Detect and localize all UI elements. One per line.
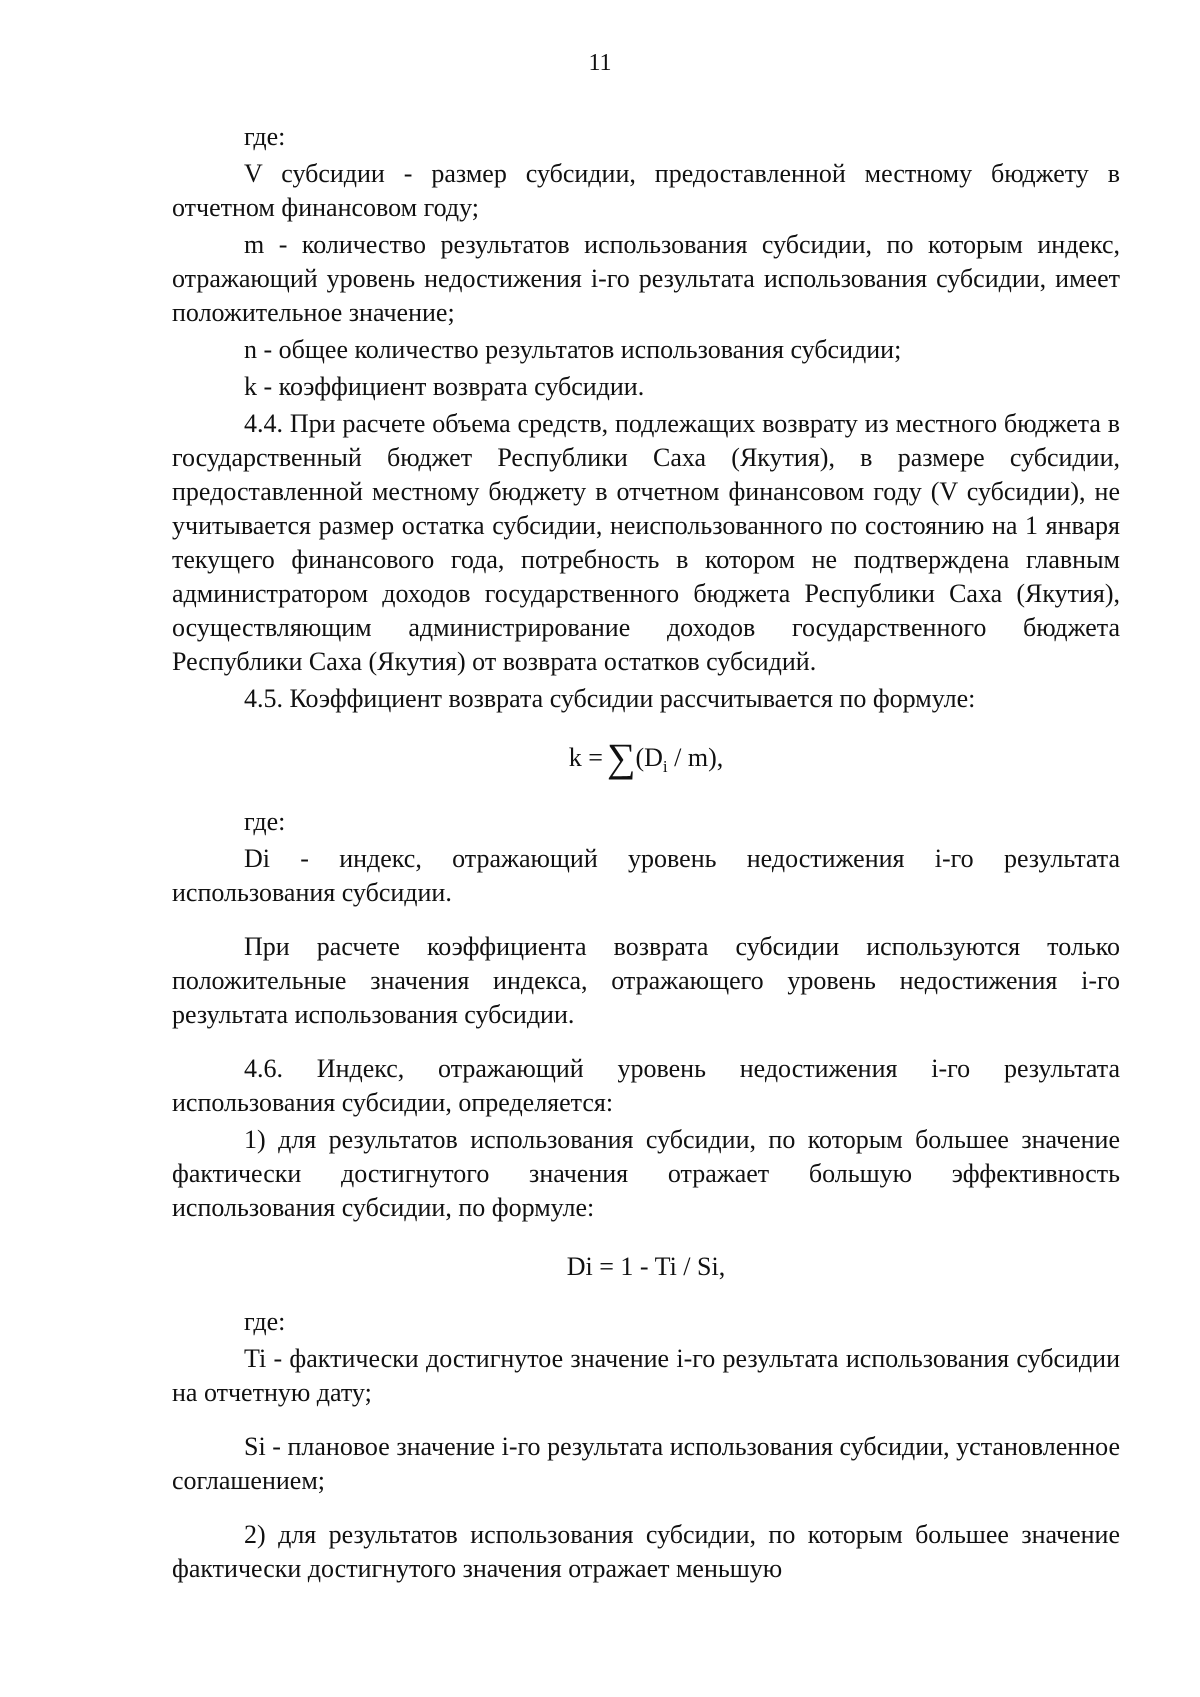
formula-k-close: / m), (667, 743, 724, 772)
paragraph-v-subsidy-definition: V субсидии - размер субсидии, предоставленной местному бюджету в отчетном финансовом году; (172, 159, 1120, 222)
formula-k-subscript: i (662, 757, 668, 776)
sum-symbol: ∑ (606, 735, 636, 780)
paragraph-k-definition: k - коэффициент возврата субсидии. (244, 372, 645, 401)
paragraph-section-4-4: 4.4. При расчете объема средств, подлежащих возврату из местного бюджета в государственный бюджет Республики Саха (Якутия), в размере субсидии, предоставленной местному бюджету в отчетном финансовом году (V субсидии), не учитывается размер остатка субсидии, неиспользованного по состоянию на 1 января текущего финансового года, потребность в котором не подтверждена главным администратором доходов государственного бюджета Республики Саха (Якутия), осуществляющим администрирование доходов государственного бюджета Республики Саха (Якутия) от возврата остатков субсидий. (172, 409, 1120, 676)
document-body (172, 120, 1120, 1586)
paragraph-item-1: 1) для результатов использования субсидии, по которым большее значение фактически достигнутого значения отражает большую эффективность использования субсидии, по формуле: (172, 1125, 1120, 1222)
paragraph-section-4-6: 4.6. Индекс, отражающий уровень недостижения i-го результата использования субсидии, определяется: (172, 1054, 1120, 1117)
formula-k-open: (D (635, 743, 663, 772)
paragraph-item-2: 2) для результатов использования субсидии, по которым большее значение фактически достигнутого значения отражает меньшую (172, 1520, 1120, 1583)
paragraph-di-definition: Di - индекс, отражающий уровень недостижения i-го результата использования субсидии. (172, 844, 1120, 907)
paragraph-n-definition: n - общее количество результатов использования субсидии; (244, 335, 902, 364)
paragraph-where-3: где: (244, 1307, 286, 1336)
paragraph-ti-definition: Ti - фактически достигнутое значение i-го результата использования субсидии на отчетную дату; (172, 1344, 1120, 1407)
paragraph-m-definition: m - количество результатов использования субсидии, по которым индекс, отражающий уровень недостижения i-го результата использования субсидии, имеет положительное значение; (172, 230, 1120, 327)
paragraph-where-2: где: (244, 807, 286, 836)
formula-di: Di = 1 - Ti / Si, (566, 1252, 726, 1281)
paragraph-where: где: (244, 122, 286, 151)
paragraph-positive-values: При расчете коэффициента возврата субсидии используются только положительные значения индекса, отражающего уровень недостижения i-го результата использования субсидии. (172, 932, 1120, 1029)
formula-k (172, 735, 1120, 787)
formula-k-left: k = (568, 743, 603, 772)
page-number: 11 (588, 50, 612, 76)
paragraph-section-4-5: 4.5. Коэффициент возврата субсидии рассчитывается по формуле: (244, 684, 976, 713)
paragraph-si-definition: Si - плановое значение i-го результата использования субсидии, установленное соглашением; (172, 1432, 1120, 1495)
